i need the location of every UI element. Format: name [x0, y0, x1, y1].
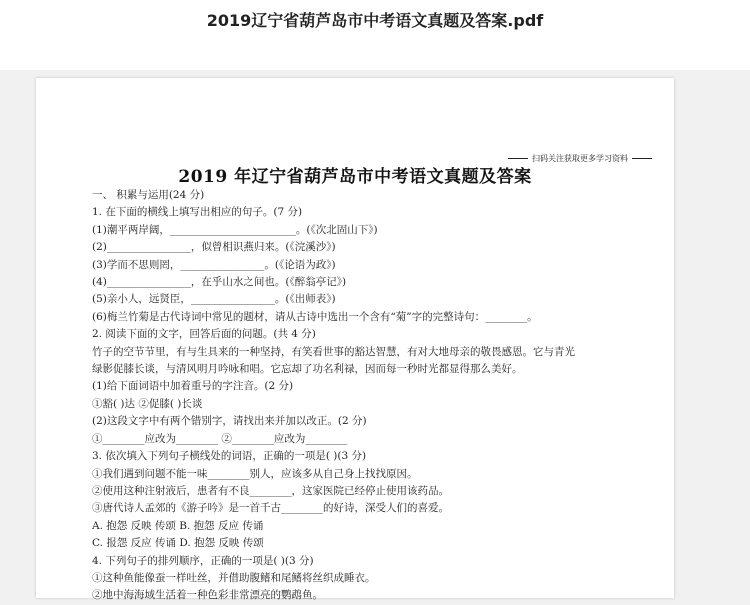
viewer-header	[0, 0, 750, 70]
text-line: C. 报怨 反应 传诵 D. 抱怨 反映 传颂	[92, 537, 264, 550]
text-line: 2. 阅读下面的文字，回答后面的问题。(共 4 分)	[92, 328, 316, 341]
document-filename: 2019辽宁省葫芦岛市中考语文真题及答案.pdf	[206, 11, 544, 30]
text-line: (6)梅兰竹菊是古代诗词中常见的题材，请从古诗中选出一个含有“菊”字的完整诗句：________。	[92, 310, 538, 323]
text-line: (3)学而不思则罔，________________。(《论语为政》)	[92, 258, 336, 271]
text-line: (4)________________，在乎山水之间也。(《醉翁亭记》)	[92, 276, 347, 289]
text-line: (2)________________，似曾相识燕归来。(《浣溪沙》)	[92, 241, 336, 254]
text-line: 竹子的空节节里，有与生具来的一种坚持，有笑看世事的豁达智慧，有对大地母亲的敬畏感恩。它与青光	[92, 345, 575, 358]
text-line: 一、 积累与运用(24 分)	[92, 189, 205, 201]
document-title: 2019 年辽宁省葫芦岛市中考语文真题及答案	[178, 167, 532, 187]
text-line: (1)潮平两岸阔，________________________。(《次北固山下》)	[92, 223, 378, 236]
text-line: ①________应改为________ ②________应改为________	[92, 432, 348, 445]
text-line: ①我们遇到问题不能一味________别人，应该多从自己身上找找原因。	[92, 467, 418, 480]
text-line: ③唐代诗人孟郊的《游子吟》是一首千古________的好诗，深受人们的喜爱。	[92, 502, 449, 515]
promo-text: 扫码关注获取更多学习资料	[532, 154, 628, 163]
document-body	[92, 187, 652, 605]
text-line: 3. 依次填入下列句子横线处的词语，正确的一项是( )(3 分)	[92, 450, 367, 463]
text-line: ②使用这种注射液后，患者有不良________，这家医院已经停止使用该药品。	[92, 484, 449, 497]
pdf-page	[36, 78, 674, 602]
text-line: (1)给下面词语中加着重号的字注音。(2 分)	[92, 380, 294, 393]
text-line: ①这种鱼能像蚕一样吐丝，并借助腹鳍和尾鳍将丝织成睡衣。	[92, 571, 376, 584]
text-line: (2)这段文字中有两个错别字，请找出来并加以改正。(2 分)	[92, 415, 367, 428]
text-line: ①豁( )达 ②促膝( )长谈	[92, 397, 203, 410]
text-line: 1. 在下面的横线上填写出相应的句子。(7 分)	[92, 206, 303, 219]
promo-dash-right	[632, 158, 652, 159]
text-line: 绿影促膝长谈，与清风明月吟咏和唱。它忘却了功名利禄，因而每一秒时光都显得那么美好。	[92, 363, 523, 376]
text-line: A. 抱怨 反映 传颂 B. 抱怨 反应 传诵	[92, 519, 264, 532]
text-line: 4. 下列句子的排列顺序，正确的一项是( )(3 分)	[92, 554, 314, 567]
text-line: (5)亲小人，远贤臣，________________。(《出师表》)	[92, 293, 336, 306]
promo-dash-left	[508, 158, 528, 159]
text-line: ②地中海海域生活着一种色彩非常漂亮的鹦鹉鱼。	[92, 589, 323, 602]
